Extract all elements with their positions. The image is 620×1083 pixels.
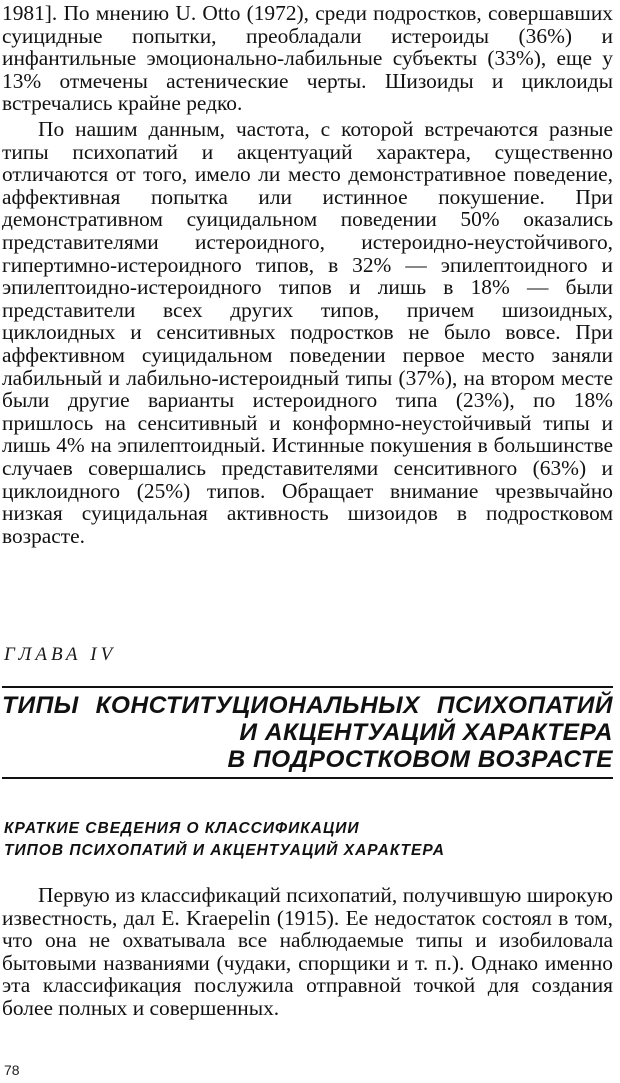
chapter-title-bottom-rule	[2, 777, 613, 779]
chapter-label: ГЛАВА IV	[4, 644, 117, 665]
chapter-title-top-rule	[2, 686, 613, 688]
page-number: 78	[4, 1062, 20, 1078]
paragraph-our-data: По нашим данным, частота, с которой встречаются разные типы психопатий и акцентуаций характера, существенно отличаются от того, имело ли место демонстративное поведение, аффективная попытка или истинное покушение. При демонстративном суицидальном поведении 50% оказались представителями истероидного, истероидно-неустойчивого, гипертимно-истероидного типов, в 32% — эпилептоидного и эпилептоидно-истероидного типов и лишь в 18% — были представители всех других типов, причем шизоидных, циклоидных и сенситивных подростков не было вовсе. При аффективном суицидальном поведении первое место заняли лабильный и лабильно-истероидный типы (37%), на втором месте были другие варианты истероидного типа (23%), по 18% пришлось на сенситивный и конформно-неустойчивый типы и лишь 4% на эпилептоидный. Истинные покушения в большинстве случаев совершались представителями сенситивного (63%) и циклоидного (25%) типов. Обращает внимание чрезвычайно низкая суицидальная активность шизоидов в подростковом возрасте.	[2, 117, 613, 548]
paragraph-kraepelin: Первую из классификаций психопатий, получившую широкую известность, дал E. Kraepelin (1915). Ее недостаток состоял в том, что она не охватывала все наблюдаемые типы и изобиловала бытовыми названиями (чудаки, спорщики и т. п.). Однако именно эта классификация послужила отправной точкой для создания более полных и совершенных.	[2, 883, 613, 1020]
section-heading-line-2: ТИПОВ ПСИХОПАТИЙ И АКЦЕНТУАЦИЙ ХАРАКТЕРА	[4, 842, 445, 859]
section-heading	[4, 818, 445, 862]
chapter-title-line-3: В ПОДРОСТКОВОМ ВОЗРАСТЕ	[227, 746, 613, 773]
chapter-title	[2, 692, 613, 773]
chapter-title-line-1: ТИПЫ КОНСТИТУЦИОНАЛЬНЫХ ПСИХОПАТИЙ	[2, 692, 613, 719]
chapter-title-line-2: И АКЦЕНТУАЦИЙ ХАРАКТЕРА	[239, 719, 613, 746]
section-heading-line-1: КРАТКИЕ СВЕДЕНИЯ О КЛАССИФИКАЦИИ	[4, 820, 360, 837]
paragraph-otto-study: 1981]. По мнению U. Otto (1972), среди подростков, совершавших суицидные попытки, преобладали истероиды (36%) и инфантильные эмоционально-лабильные субъекты (33%), еще у 13% отмечены астенические черты. Шизоиды и циклоиды встречались крайне редко.	[2, 1, 613, 116]
